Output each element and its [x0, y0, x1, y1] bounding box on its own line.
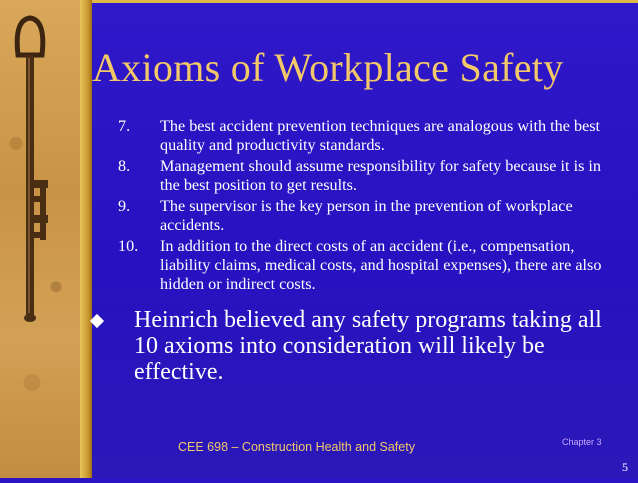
item-number: 9. [118, 197, 131, 215]
item-number: 10. [118, 237, 139, 255]
diamond-bullet-icon [90, 314, 104, 328]
left-texture-panel [0, 0, 80, 478]
list-item [118, 237, 623, 294]
gold-accent-bar [80, 0, 92, 478]
antique-key-icon [0, 0, 80, 478]
item-text: Management should assume responsibility for safety because it is in the best position to get results. [160, 157, 602, 194]
slide-title: Axioms of Workplace Safety [92, 45, 564, 90]
summary-bullet [92, 307, 612, 385]
list-item [118, 197, 623, 235]
item-text: The supervisor is the key person in the prevention of workplace accidents. [160, 197, 573, 234]
top-accent-line [92, 0, 638, 3]
summary-text: Heinrich believed any safety programs taking all 10 axioms into consideration will likely be effective. [134, 307, 602, 385]
list-item [118, 157, 623, 195]
item-number: 8. [118, 157, 131, 175]
list-item [118, 117, 623, 155]
page-number: 5 [622, 460, 628, 474]
chapter-label: Chapter 3 [562, 437, 602, 447]
item-number: 7. [118, 117, 131, 135]
footer-text: CEE 698 – Construction Health and Safety [178, 440, 415, 454]
axiom-list [118, 117, 623, 296]
item-text: In addition to the direct costs of an accident (i.e., compensation, liability claims, medical costs, and hospital expenses), there are also hidden or indirect costs. [160, 237, 602, 293]
item-text: The best accident prevention techniques are analogous with the best quality and productivity standards. [160, 117, 601, 154]
